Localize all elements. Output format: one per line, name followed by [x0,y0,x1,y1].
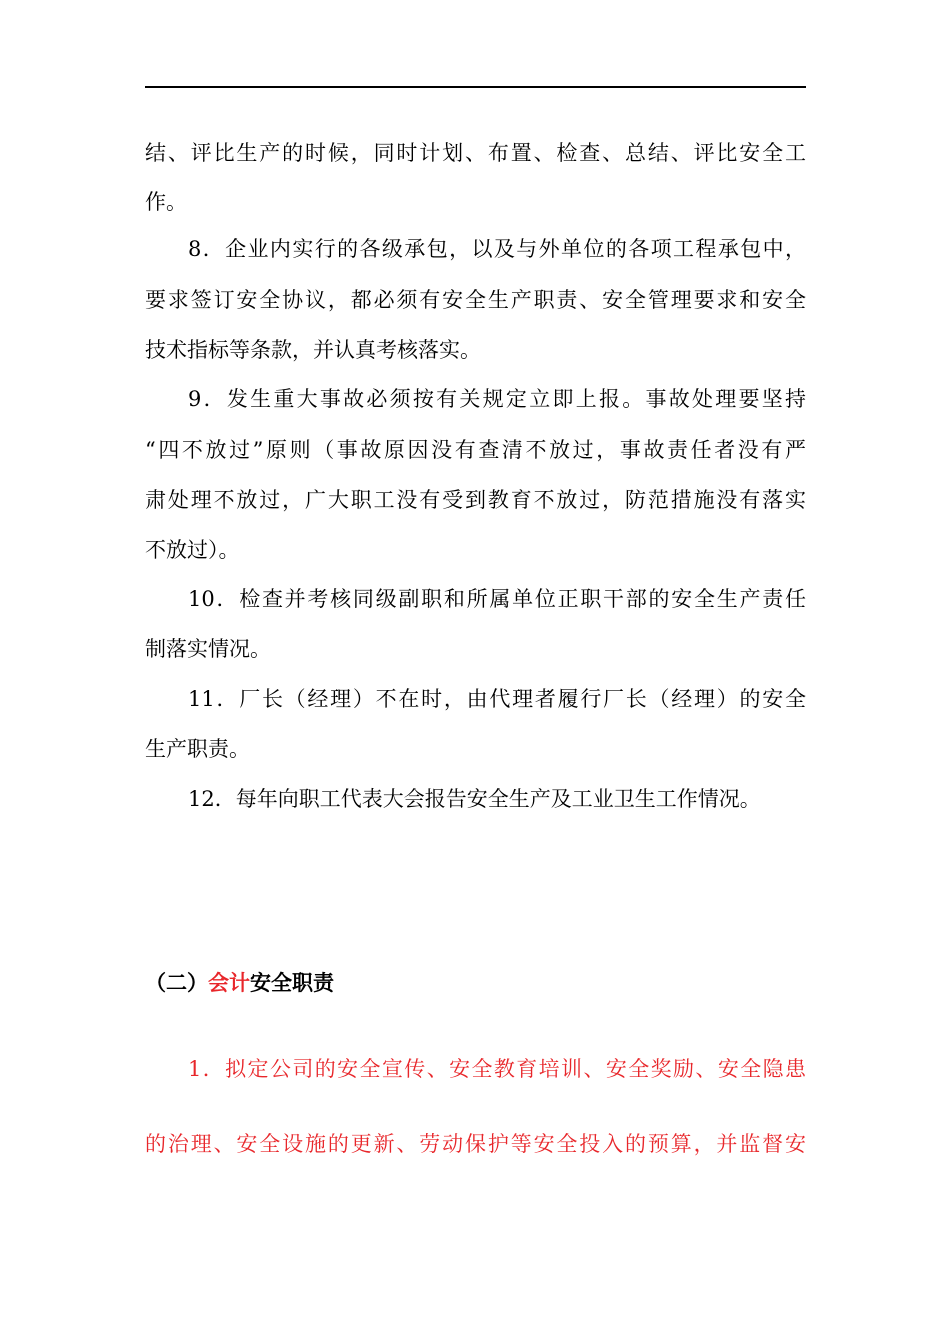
text-line: “四不放过”原则（事故原因没有查清不放过，事故责任者没有严 [145,438,806,462]
text-line: 作。 [145,190,187,214]
text-line: 要求签订安全协议，都必须有安全生产职责、安全管理要求和安全 [145,288,806,312]
section-heading-highlight: 会计 [208,970,250,995]
text-line: 肃处理不放过，广大职工没有受到教育不放过，防范措施没有落实 [145,488,806,512]
text-line: 8．企业内实行的各级承包，以及与外单位的各项工程承包中， [188,237,806,261]
text-line: 制落实情况。 [145,637,271,661]
text-line: 12．每年向职工代表大会报告安全生产及工业卫生工作情况。 [188,787,761,811]
text-line: 9．发生重大事故必须按有关规定立即上报。事故处理要坚持 [188,387,806,411]
text-line: 11．厂长（经理）不在时，由代理者履行厂长（经理）的安全 [188,687,806,711]
text-line: 结、评比生产的时候，同时计划、布置、检查、总结、评比安全工 [145,141,806,165]
text-line: 的治理、安全设施的更新、劳动保护等安全投入的预算，并监督安 [145,1132,806,1156]
text-line: 不放过）。 [145,538,240,562]
text-line: 10．检查并考核同级副职和所属单位正职干部的安全生产责任 [188,587,806,611]
text-line: 1．拟定公司的安全宣传、安全教育培训、安全奖励、安全隐患 [188,1057,806,1081]
header-rule [145,86,806,88]
section-heading-suffix: 安全职责 [250,970,334,995]
text-line: 技术指标等条款，并认真考核落实。 [145,338,481,362]
section-heading-prefix: （二） [145,970,208,995]
section-heading [145,968,806,998]
text-line: 生产职责。 [145,737,250,761]
